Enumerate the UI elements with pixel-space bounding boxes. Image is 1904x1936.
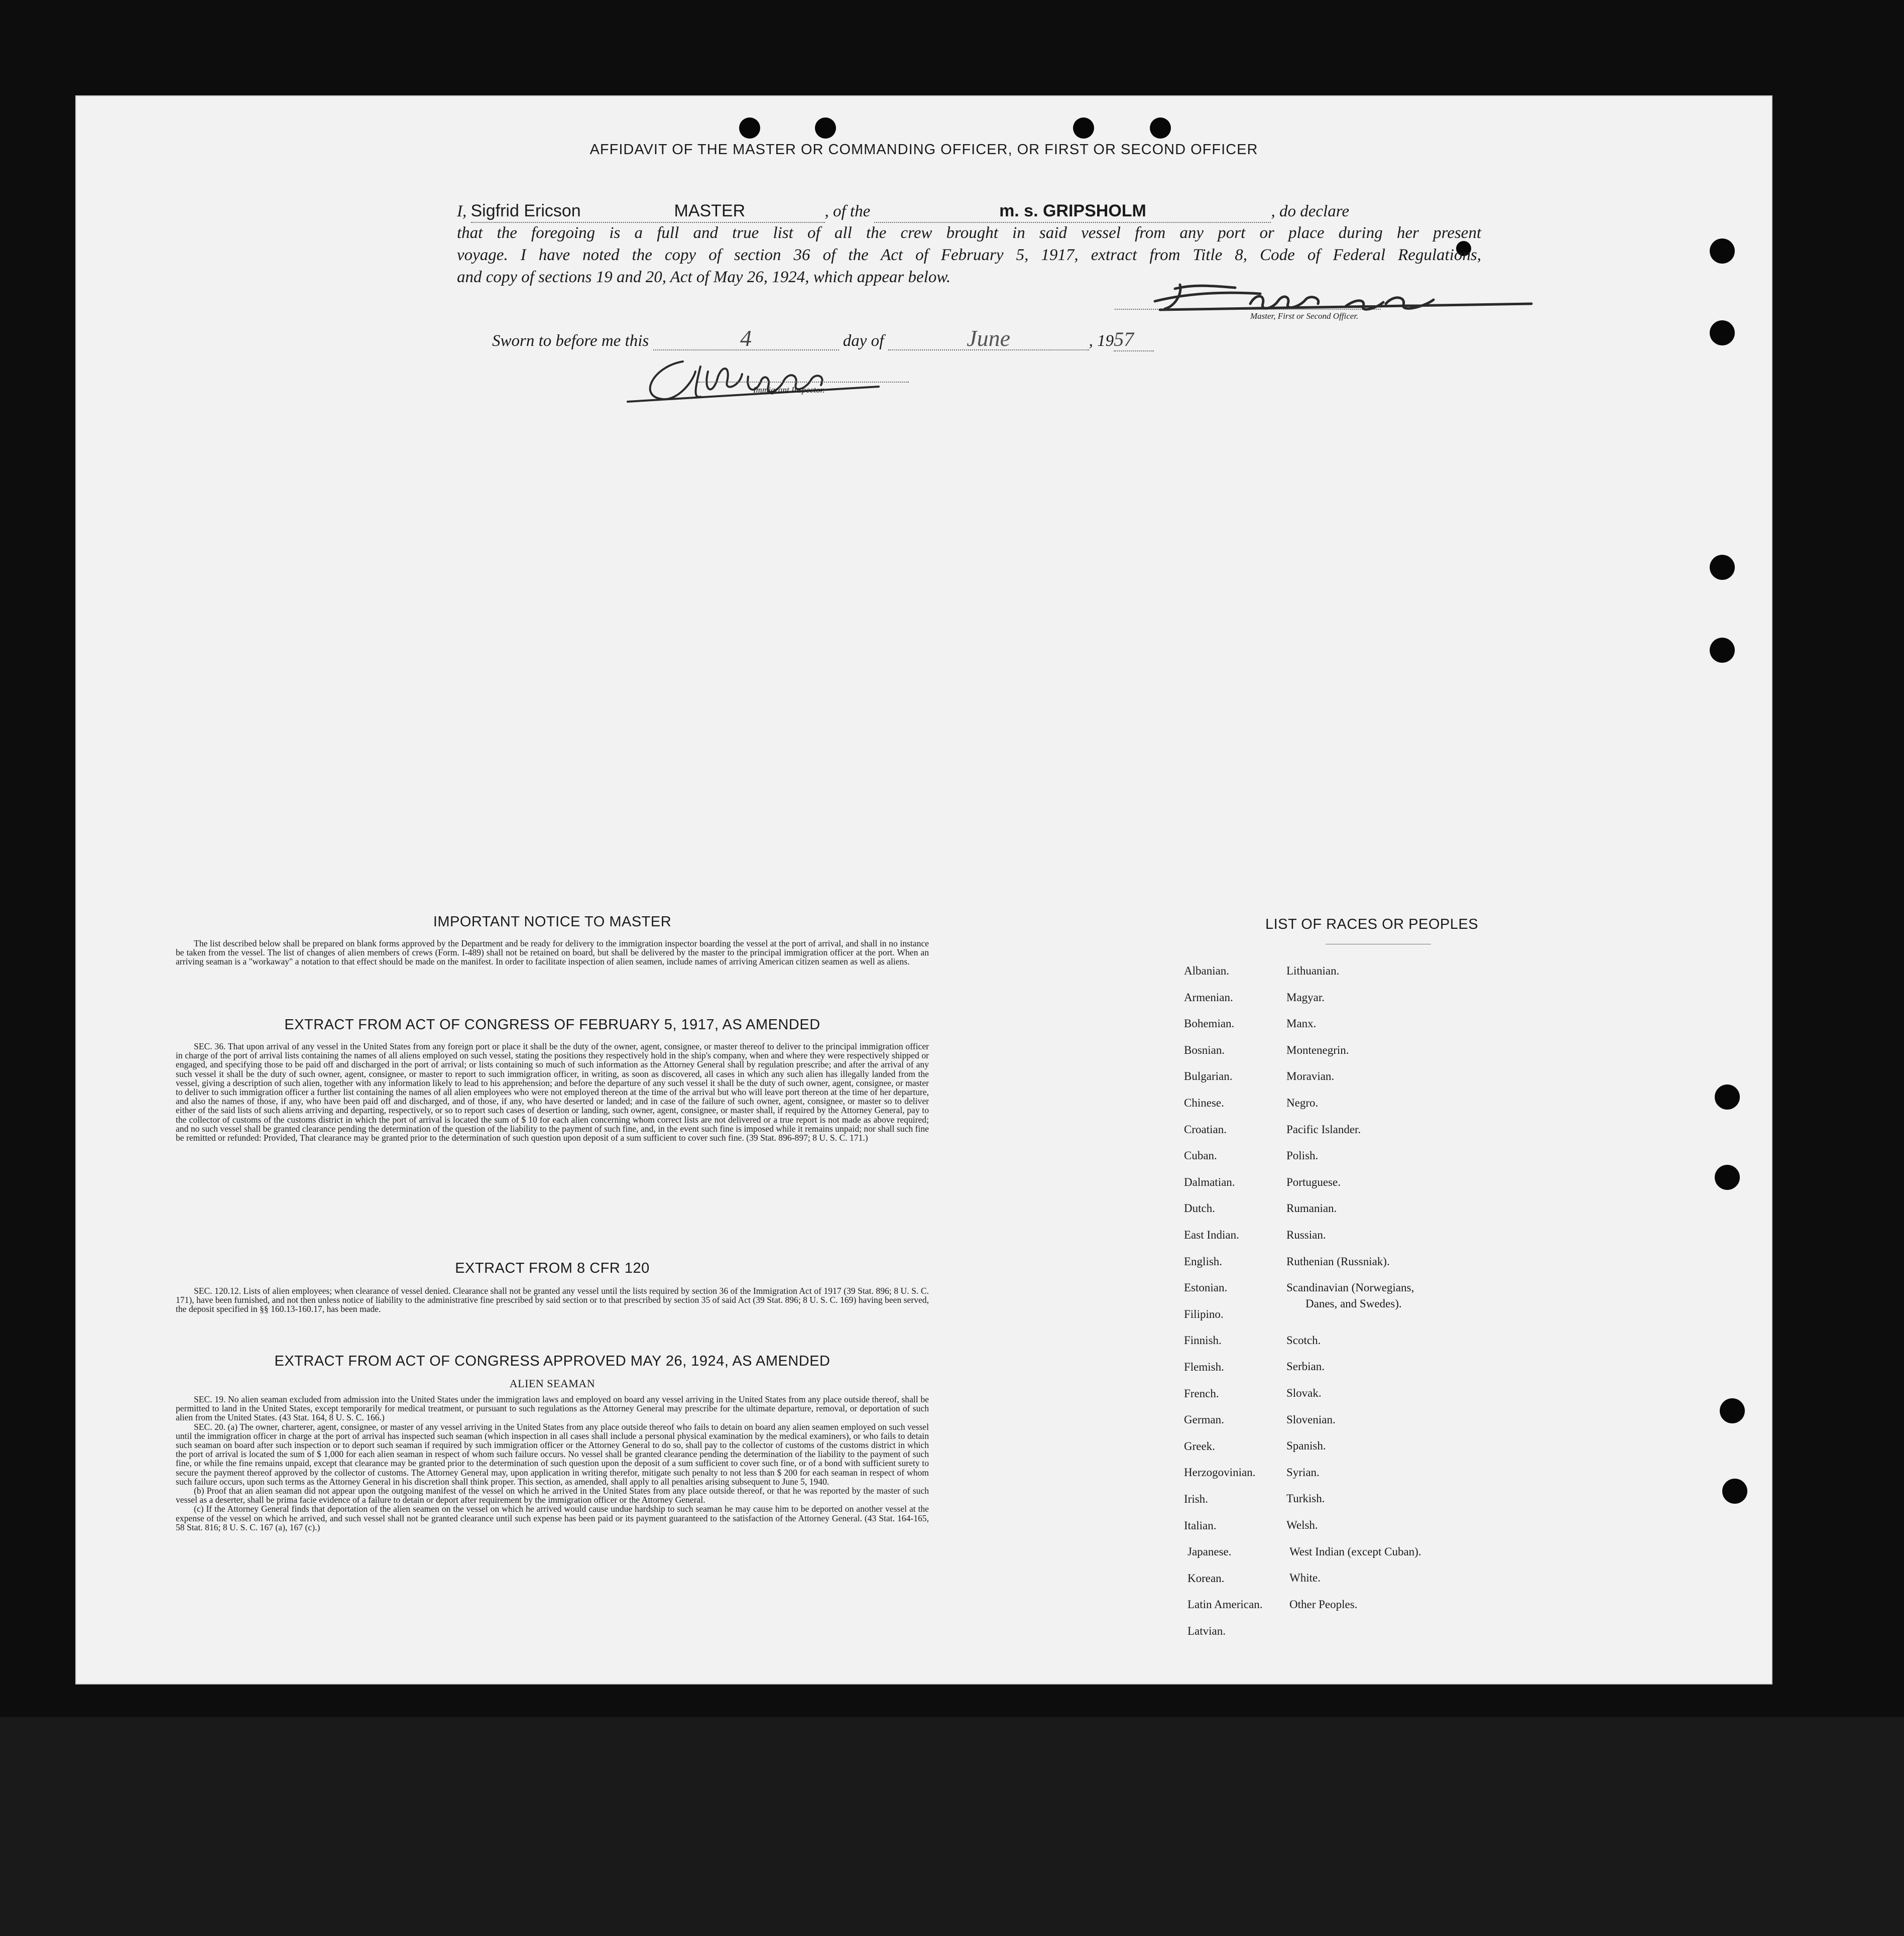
extract-cfr-body (176, 1286, 929, 1314)
race-item: Italian. (1184, 1519, 1217, 1532)
extract-1917-text: SEC. 36. That upon arrival of any vessel in the United States from any foreign port or place it shall be the duty of the owner, agent, consignee, or master thereof to deliver to the principal immigration officer in charge of the port of arrival lists containing the names of all aliens employed on such vessel, stating the positions they respectively hold in the ship's company, when and where they were respectively shipped or engaged, and specifying those to be paid off and discharged in the port of arrival; or lists containing so much of such information as the Attorney General shall by regulation prescribe; and after the arrival of any such vessel it shall be the duty of such owner, agent, consignee, or master to report to such immigration officer, in writing, as soon as discovered, all cases in which any such alien has illegally landed from the vessel, giving a description of such alien, together with any information likely to lead to his apprehension; and before the departure of any such vessel it shall be the duty of such owner, agent, consignee, or master to deliver to such immigration officer a further list containing the names of all alien employees who were not employed thereon at the time of the arrival but who will leave port thereon at the time of her departure, and also the names of those, if any, who have been paid off and discharged, and of those, if any, who have deserted or landed; and in case of the failure of such owner, agent, consignee, or master so to deliver either of the said lists of such aliens arriving and departing, respectively, or so to report such cases of desertion or landing, such owner, agent, consignee, or master shall, if required by the Attorney General, pay to the collector of customs of the customs district in which the port of arrival is located the sum of $ 10 for each alien concerning whom correct lists are not delivered or a true report is not made as above required; and no such vessel shall be granted clearance pending the determination of the question of the liability to the payment of such fine, and, in the event such fine is imposed while it remains unpaid; nor shall such fine be remitted or refunded: Provided, That clearance may be granted prior to the determination of such question upon deposit of a sum sufficient to cover such fine. (39 Stat. 896-897; 8 U. S. C. 171.) (176, 1041, 929, 1143)
day-value: 4 (740, 325, 752, 351)
race-item: Magyar. (1286, 991, 1325, 1004)
master-name-field (471, 200, 674, 223)
race-item: Other Peoples. (1289, 1598, 1358, 1611)
race-item: Bosnian. (1184, 1043, 1225, 1056)
race-item: West Indian (except Cuban). (1289, 1545, 1421, 1558)
punch-hole (1710, 320, 1735, 345)
extract-cfr-title: EXTRACT FROM 8 CFR 120 (455, 1260, 650, 1276)
race-item: Finnish. (1184, 1334, 1222, 1347)
day-of-label: day of (843, 332, 884, 350)
race-item: Slovak. (1286, 1387, 1322, 1399)
race-item: Albanian. (1184, 964, 1230, 977)
races-title: LIST OF RACES OR PEOPLES (1265, 916, 1479, 932)
race-item: Rumanian. (1286, 1202, 1337, 1215)
race-item: Ruthenian (Russniak). (1286, 1255, 1390, 1268)
race-item: Korean. (1187, 1571, 1225, 1585)
race-item: Bulgarian. (1184, 1070, 1233, 1083)
sec-19-text: SEC. 19. No alien seaman excluded from admission into the United States under the immigration laws and employed on board any vessel arriving in the United States from any place outside thereof, shall be permitted to land in the United States, except temporarily for medical treatment, or pursuant to such regulations as the Attorney General may prescribe for the ultimate departure, removal, or deportation of such alien from the United States. (43 Stat. 164, 8 U. S. C. 166.) (176, 1394, 929, 1423)
day-field (653, 327, 839, 350)
sec-20c-text: (c) If the Attorney General finds that deportation of the alien seamen on the vessel on which he arrived would cause undue hardship to such seaman he may cause him to be deported on another vessel at the expense of the vessel on which he arrived, and such vessel shall not be granted clearance until such expense has been paid or its payment guaranteed to the satisfaction of the Attorney General. (43 Stat. 164-165, 58 Stat. 816; 8 U. S. C. 167 (a), 167 (c).) (176, 1504, 929, 1532)
affidavit-line-3: voyage. I have noted the copy of section 36 of the Act of February 5, 1917, extract from Title 8, Code of Federal Regulations, (457, 246, 1481, 264)
race-item: Armenian. (1184, 991, 1233, 1004)
affidavit-line-2: that the foregoing is a full and true list of all the crew brought in said vessel from any port or place during her present (457, 224, 1481, 242)
sec-20a-text: SEC. 20. (a) The owner, charterer, agent, consignee, or master of any vessel arriving in the United States from any place outside thereof who fails to detain on board any alien seamen employed on such vessel until the immigration officer in charge at the port of arrival has inspected such seaman (which inspection in all cases shall include a personal physical examination by the medical examiners), or who fails to detain such seaman on board after such inspection or to deport such seaman if required by such immigration officer or the Attorney General to do so, shall pay to the collector of customs of the customs district in which the port of arrival is located the sum of $ 1,000 for each alien seaman in respect of whom such failure occurs. No vessel shall be granted clearance pending the determination of the liability to the payment of such fine, or while the fine remains unpaid, except that clearance may be granted prior to the determination of such question upon the deposit of a sum sufficient to cover such fine, or of a bond with sufficient surety to secure the payment thereof approved by the collector of customs. The Attorney General may, upon application in writing therefor, mitigate such penalty to not less than $ 200 for each seaman in respect of whom such failure occurs, upon such terms as the Attorney General in his discretion shall think proper. This section, as amended, shall apply to all penalties arising subsequent to June 5, 1940. (176, 1421, 929, 1487)
extract-1924-title: EXTRACT FROM ACT OF CONGRESS APPROVED MAY 26, 1924, AS AMENDED (274, 1353, 830, 1369)
rank-value: MASTER (674, 201, 746, 220)
race-item: Latin American. (1187, 1598, 1263, 1611)
year-prefix: , 19 (1089, 332, 1114, 350)
race-item: Danes, and Swedes). (1305, 1297, 1402, 1310)
sec-20b-text: (b) Proof that an alien seaman did not appear upon the outgoing manifest of the vessel on which he arrived in the United States from any place outside thereof, or that he was reported by the master of such vessel as a deserter, shall be prima facie evidence of a failure to detain or deport after requirement by the immigration officer or the Attorney General. (176, 1486, 929, 1505)
race-item: Dalmatian. (1184, 1175, 1235, 1188)
race-item: Bohemian. (1184, 1017, 1235, 1030)
document-page (75, 95, 1772, 1684)
notice-title: IMPORTANT NOTICE TO MASTER (433, 914, 672, 930)
inspector-signature-line (698, 382, 909, 383)
affidavit-line-1 (457, 200, 1486, 223)
sworn-label: Sworn to before me this (492, 332, 649, 350)
notice-body (176, 939, 929, 966)
race-item: Japanese. (1187, 1545, 1232, 1558)
race-item: Flemish. (1184, 1361, 1224, 1373)
of-the-label: , of the (824, 202, 871, 220)
rank-field (674, 200, 825, 223)
race-item: Cuban. (1184, 1149, 1217, 1162)
race-item: Negro. (1286, 1097, 1319, 1109)
punch-hole (1710, 638, 1735, 663)
sworn-line (492, 327, 1154, 352)
do-declare-label: , do declare (1271, 202, 1349, 220)
affidavit-header: AFFIDAVIT OF THE MASTER OR COMMANDING OFFICER, OR FIRST OR SECOND OFFICER (589, 142, 1258, 158)
month-value: June (967, 325, 1011, 351)
race-item: Montenegrin. (1286, 1043, 1349, 1056)
extract-1924-subtitle: ALIEN SEAMAN (509, 1377, 596, 1390)
race-item: Slovenian. (1286, 1413, 1336, 1426)
race-item: Serbian. (1286, 1360, 1325, 1373)
extract-cfr-text: SEC. 120.12. Lists of alien employees; when clearance of vessel denied. Clearance shall not be granted any vessel until the lists required by section 36 of the Immigration Act of 1917 (39 Stat. 896; 8 U. S. C. 171), have been furnished, and not then unless notice of liability to the administrative fine prescribed by said section or to that prescribed by section 35 of said Act (39 Stat. 896; 8 U. S. C. 169) having been served, the deposit specified in §§ 160.13-160.17, has been made. (176, 1286, 929, 1314)
extract-1924-body (176, 1395, 929, 1532)
punch-hole (1710, 238, 1735, 264)
vessel-name: m. s. GRIPSHOLM (999, 201, 1146, 220)
race-item: Turkish. (1286, 1492, 1325, 1505)
punch-hole (1720, 1398, 1745, 1423)
race-item: Spanish. (1286, 1439, 1326, 1453)
punch-hole (739, 117, 760, 139)
race-item: Croatian. (1184, 1123, 1227, 1136)
race-item: Dutch. (1184, 1202, 1215, 1215)
vessel-field (874, 200, 1271, 223)
year-field (1114, 328, 1154, 351)
race-item: Irish. (1184, 1493, 1208, 1505)
extract-1917-title: EXTRACT FROM ACT OF CONGRESS OF FEBRUARY 5, 1917, AS AMENDED (284, 1017, 820, 1033)
punch-hole (815, 117, 836, 139)
race-item: Russian. (1286, 1229, 1326, 1241)
race-item: Chinese. (1184, 1097, 1224, 1109)
race-item: White. (1289, 1571, 1321, 1585)
i-label: I, (457, 202, 467, 220)
month-field (888, 327, 1089, 350)
race-item: Moravian. (1286, 1070, 1335, 1083)
punch-hole (1722, 1479, 1747, 1504)
race-item: Filipino. (1184, 1307, 1224, 1320)
race-item: German. (1184, 1413, 1224, 1426)
inspector-caption: Immigrant Inspector. (753, 385, 825, 395)
race-item: Herzogovinian. (1184, 1466, 1256, 1479)
punch-hole (1150, 117, 1171, 139)
race-item: Welsh. (1286, 1519, 1318, 1531)
race-item: Estonian. (1184, 1281, 1228, 1294)
race-item: Polish. (1286, 1149, 1319, 1162)
race-item: English. (1184, 1255, 1223, 1268)
punch-hole (1715, 1084, 1740, 1110)
notice-text: The list described below shall be prepared on blank forms approved by the Department and be ready for delivery to the immigration inspector boarding the vessel at the port of arrival, and shall in no instance be taken from the vessel. The list of changes of alien members of crews (Form. I-489) shall not be retained on board, but shall be delivered by the master to the principal immigration officer at the port. When an arriving seaman is a "workaway" a notation to that effect should be made on the manifest. In order to facilitate inspection of alien seamen, include names of arriving American citizen seamen as well as aliens. (176, 938, 929, 967)
extract-1917-body (176, 1042, 929, 1142)
affidavit-line-4: and copy of sections 19 and 20, Act of May 26, 1924, which appear below. (457, 268, 951, 286)
race-item: Syrian. (1286, 1466, 1320, 1479)
inspector-signature (608, 351, 889, 407)
race-item: East Indian. (1184, 1229, 1239, 1241)
race-item: Lithuanian. (1286, 964, 1340, 977)
race-item: Manx. (1286, 1017, 1317, 1030)
master-name: Sigfrid Ericson (470, 201, 581, 220)
race-item: Greek. (1184, 1439, 1215, 1453)
race-item: Scotch. (1286, 1334, 1321, 1347)
punch-hole (1073, 117, 1094, 139)
punch-hole (1710, 555, 1735, 580)
race-item: Scandinavian (Norwegians, (1286, 1281, 1414, 1294)
race-item: Portuguese. (1286, 1175, 1341, 1188)
race-item: Latvian. (1187, 1625, 1226, 1637)
scan-background (0, 1717, 1904, 1936)
race-item: Pacific Islander. (1286, 1123, 1361, 1136)
master-caption: Master, First or Second Officer. (1250, 311, 1359, 321)
race-item: French. (1184, 1387, 1219, 1400)
year-value: 57 (1114, 328, 1134, 350)
punch-hole (1715, 1165, 1740, 1190)
